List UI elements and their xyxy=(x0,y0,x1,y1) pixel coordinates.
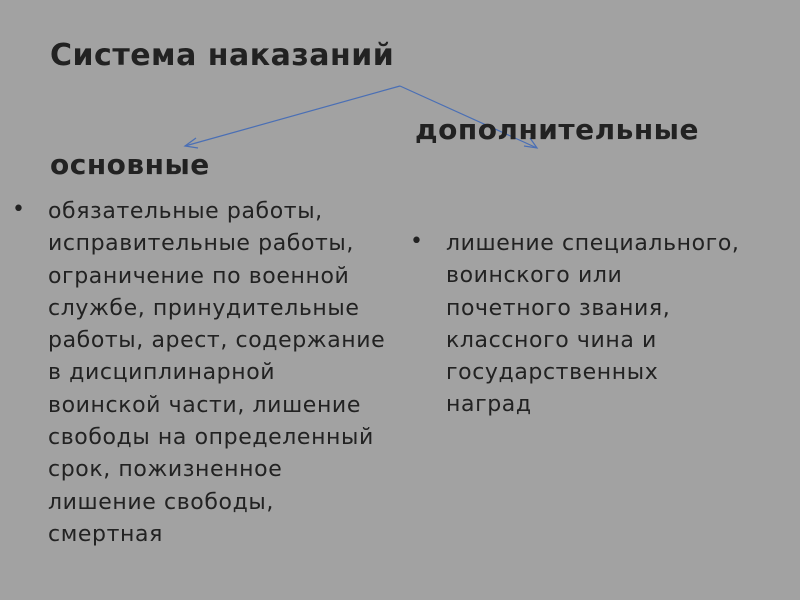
additional-punishments-heading: дополнительные xyxy=(415,113,699,146)
main-punishments-list xyxy=(12,196,392,551)
additional-punishments-list xyxy=(410,228,740,422)
additional-punishments-item: • лишение специального, воинского или почетного звания, классного чина и государственных наград xyxy=(410,228,740,422)
main-punishments-item: • обязательные работы, исправительные работы, ограничение по военной службе, принудительные работы, арест, содержание в дисциплинарной воинской части, лишение свободы на определенный срок, пожизненное лишение свободы, смертная xyxy=(12,196,392,551)
main-punishments-heading: основные xyxy=(50,148,210,181)
arrow-to-main xyxy=(185,86,400,148)
slide-title: Система наказаний xyxy=(50,38,395,73)
